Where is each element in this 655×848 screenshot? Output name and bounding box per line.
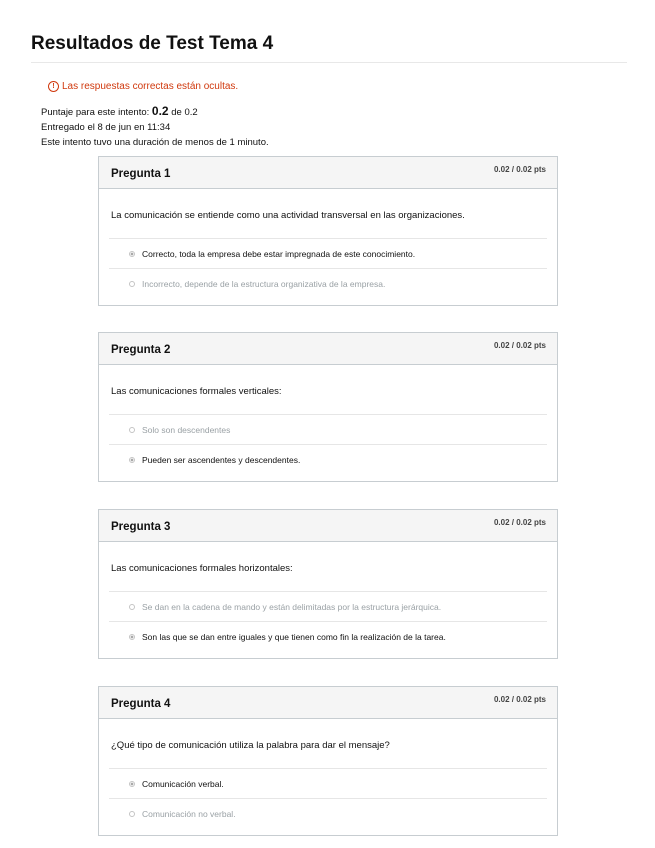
- answer-list: [109, 591, 547, 651]
- question-text: Las comunicaciones formales horizontales:: [111, 563, 293, 574]
- answer-list: [109, 414, 547, 474]
- answer-text: Incorrecto, depende de la estructura organizativa de la empresa.: [142, 278, 386, 289]
- answer-list: [109, 768, 547, 828]
- radio-selected-icon: [129, 634, 135, 640]
- question-card-1: [98, 156, 558, 306]
- question-header: [99, 157, 557, 189]
- answer-text: Son las que se dan entre iguales y que tienen como fin la realización de la tarea.: [142, 631, 446, 642]
- notice-text: Las respuestas correctas están ocultas.: [62, 81, 239, 92]
- answer-text: Comunicación no verbal.: [142, 808, 236, 819]
- score-suffix: de 0.2: [171, 107, 198, 118]
- question-header: [99, 333, 557, 365]
- radio-selected-icon: [129, 781, 135, 787]
- answer-option: [109, 799, 547, 828]
- submitted-date: Entregado el 8 de jun en 11:34: [41, 122, 171, 133]
- question-title: Pregunta 1: [111, 168, 171, 180]
- question-text: Las comunicaciones formales verticales:: [111, 386, 282, 397]
- attempt-duration: Este intento tuvo una duración de menos de 1 minuto.: [41, 137, 269, 148]
- warning-icon: !: [48, 81, 59, 92]
- answer-text: Comunicación verbal.: [142, 778, 224, 789]
- answer-option: [109, 769, 547, 799]
- question-card-3: [98, 509, 558, 659]
- radio-selected-icon: [129, 457, 135, 463]
- question-points: 0.02 / 0.02 pts: [493, 165, 546, 174]
- question-card-2: [98, 332, 558, 482]
- question-title: Pregunta 4: [111, 698, 171, 710]
- answer-text: Solo son descendentes: [142, 424, 231, 435]
- score-line: [41, 104, 198, 118]
- question-points: 0.02 / 0.02 pts: [493, 695, 546, 704]
- question-points: 0.02 / 0.02 pts: [493, 341, 546, 350]
- question-card-4: [98, 686, 558, 836]
- answer-option: [109, 622, 547, 651]
- answer-text: Correcto, toda la empresa debe estar impregnada de este conocimiento.: [142, 248, 416, 259]
- radio-selected-icon: [129, 251, 135, 257]
- answer-option: [109, 445, 547, 474]
- radio-empty-icon: [129, 604, 135, 610]
- question-text: La comunicación se entiende como una actividad transversal en las organizaciones.: [111, 210, 465, 221]
- answer-option: [109, 269, 547, 298]
- answer-option: [109, 239, 547, 269]
- question-text: ¿Qué tipo de comunicación utiliza la palabra para dar el mensaje?: [111, 740, 390, 751]
- answer-text: Pueden ser ascendentes y descendentes.: [142, 454, 301, 465]
- score-value: 0.2: [151, 104, 169, 118]
- answer-text: Se dan en la cadena de mando y están delimitadas por la estructura jerárquica.: [142, 601, 442, 612]
- radio-empty-icon: [129, 427, 135, 433]
- question-points: 0.02 / 0.02 pts: [493, 518, 546, 527]
- answer-option: [109, 415, 547, 445]
- question-title: Pregunta 2: [111, 344, 171, 356]
- answer-option: [109, 592, 547, 622]
- question-header: [99, 510, 557, 542]
- question-title: Pregunta 3: [111, 521, 171, 533]
- score-label: Puntaje para este intento:: [41, 107, 150, 118]
- radio-empty-icon: [129, 811, 135, 817]
- radio-empty-icon: [129, 281, 135, 287]
- title-divider: [31, 62, 627, 63]
- page-title: Resultados de Test Tema 4: [31, 33, 274, 54]
- hidden-answers-notice: [48, 81, 238, 92]
- answer-list: [109, 238, 547, 298]
- question-header: [99, 687, 557, 719]
